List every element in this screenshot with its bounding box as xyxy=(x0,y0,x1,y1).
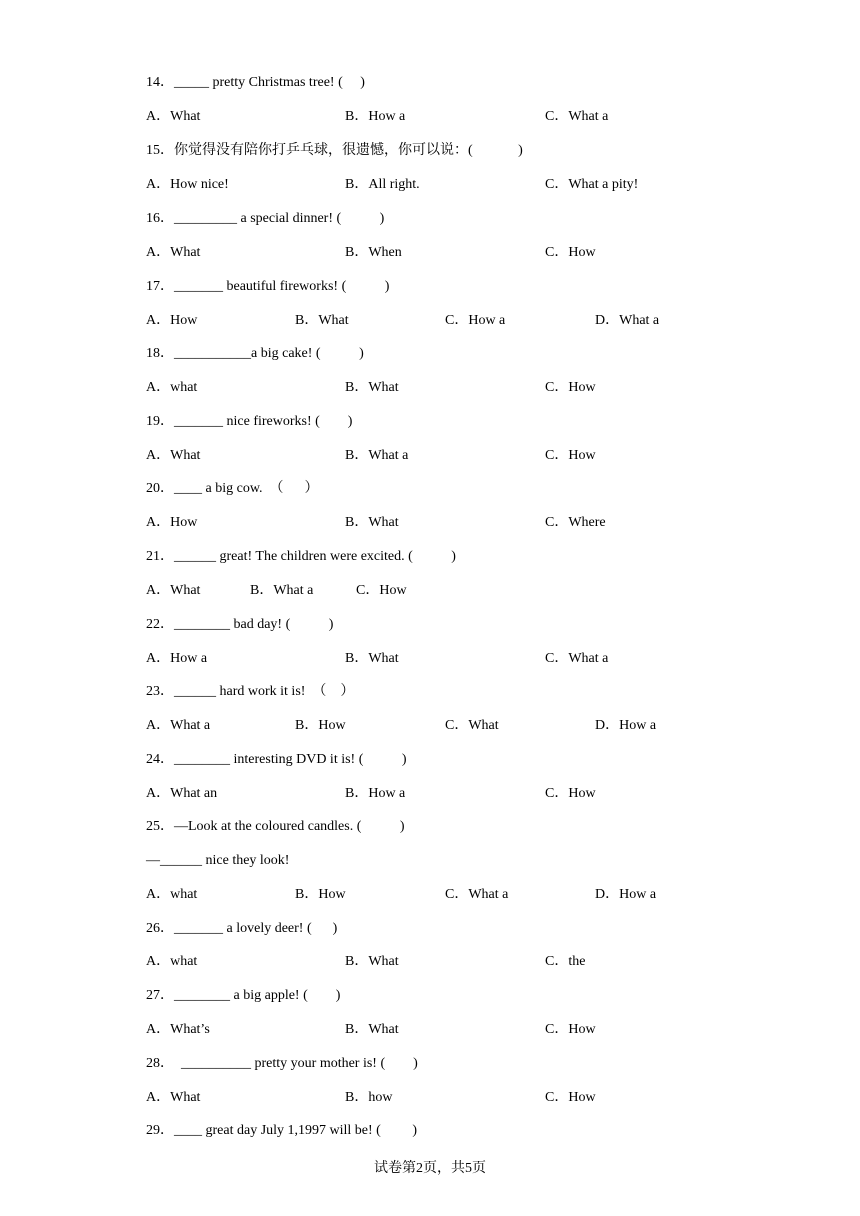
option-b[interactable]: B．What xyxy=(345,515,399,530)
options-26 xyxy=(146,953,706,971)
option-c[interactable]: C．the xyxy=(545,954,586,969)
question-28: 28． __________ pretty your mother is! ( ) xyxy=(146,1056,418,1071)
options-19 xyxy=(146,447,706,465)
question-16: 16．_________ a special dinner! ( ) xyxy=(146,211,385,226)
question-21: 21．______ great! The children were excited. ( ) xyxy=(146,549,456,564)
option-a[interactable]: A．How nice! xyxy=(146,177,229,192)
question-20: 20．____ a big cow. （ ） xyxy=(146,481,319,496)
option-a[interactable]: A．what xyxy=(146,887,198,902)
options-20 xyxy=(146,514,706,532)
option-c[interactable]: C．What a pity! xyxy=(545,177,639,192)
option-d[interactable]: D．How a xyxy=(595,887,657,902)
option-b[interactable]: B．How xyxy=(295,718,346,733)
options-17 xyxy=(146,312,706,330)
option-b[interactable]: B．What xyxy=(345,954,399,969)
options-25 xyxy=(146,886,706,904)
option-c[interactable]: C．What a xyxy=(545,109,609,124)
option-c[interactable]: C．How xyxy=(545,1022,596,1037)
option-b[interactable]: B．When xyxy=(345,245,402,260)
option-b[interactable]: B．What a xyxy=(345,448,409,463)
question-25-reply: —______ nice they look! xyxy=(146,853,290,868)
option-c[interactable]: C．What a xyxy=(545,651,609,666)
option-a[interactable]: A．How xyxy=(146,515,198,530)
option-b[interactable]: B．What xyxy=(345,1022,399,1037)
option-d[interactable]: D．How a xyxy=(595,718,657,733)
option-c[interactable]: C．How xyxy=(545,380,596,395)
question-23: 23．______ hard work it is! （ ） xyxy=(146,684,355,699)
option-b[interactable]: B．How xyxy=(295,887,346,902)
option-c[interactable]: C．How a xyxy=(445,313,506,328)
option-a[interactable]: A．What xyxy=(146,583,201,598)
question-22: 22．________ bad day! ( ) xyxy=(146,617,334,632)
option-a[interactable]: A．what xyxy=(146,380,198,395)
option-c[interactable]: C．What a xyxy=(445,887,509,902)
option-a[interactable]: A．What a xyxy=(146,718,211,733)
option-c[interactable]: C．How xyxy=(545,448,596,463)
options-15 xyxy=(146,176,706,194)
option-b[interactable]: B．What xyxy=(345,651,399,666)
page-footer: 试卷第2页，共5页 xyxy=(374,1161,486,1176)
options-16 xyxy=(146,244,706,262)
options-14 xyxy=(146,108,706,126)
option-b[interactable]: B．All right. xyxy=(345,177,420,192)
question-24: 24．________ interesting DVD it is! ( ) xyxy=(146,752,407,767)
option-c[interactable]: C．What xyxy=(445,718,499,733)
option-b[interactable]: B．What a xyxy=(250,583,314,598)
question-14: 14．_____ pretty Christmas tree! ( ) xyxy=(146,75,365,90)
question-26: 26．_______ a lovely deer! ( ) xyxy=(146,921,338,936)
question-17: 17．_______ beautiful fireworks! ( ) xyxy=(146,279,390,294)
option-b[interactable]: B．How a xyxy=(345,786,406,801)
option-b[interactable]: B．What xyxy=(345,380,399,395)
option-a[interactable]: A．What’s xyxy=(146,1022,210,1037)
option-a[interactable]: A．What xyxy=(146,245,201,260)
options-28 xyxy=(146,1089,706,1107)
option-c[interactable]: C．Where xyxy=(545,515,606,530)
option-a[interactable]: A．How xyxy=(146,313,198,328)
option-a[interactable]: A．what xyxy=(146,954,198,969)
option-a[interactable]: A．How a xyxy=(146,651,208,666)
question-18: 18．___________a big cake! ( ) xyxy=(146,346,364,361)
option-c[interactable]: C．How xyxy=(545,1090,596,1105)
options-18 xyxy=(146,379,706,397)
question-27: 27．________ a big apple! ( ) xyxy=(146,988,341,1003)
option-a[interactable]: A．What xyxy=(146,109,201,124)
options-27 xyxy=(146,1021,706,1039)
option-b[interactable]: B．How a xyxy=(345,109,406,124)
options-22 xyxy=(146,650,706,668)
option-d[interactable]: D．What a xyxy=(595,313,660,328)
options-21 xyxy=(146,582,706,600)
question-15: 15．你觉得没有陪你打乒乓球，很遗憾，你可以说：( ) xyxy=(146,143,523,158)
question-19: 19．_______ nice fireworks! ( ) xyxy=(146,414,353,429)
option-c[interactable]: C．How xyxy=(545,786,596,801)
option-a[interactable]: A．What xyxy=(146,448,201,463)
question-29: 29．____ great day July 1,1997 will be! ( ) xyxy=(146,1123,418,1138)
option-a[interactable]: A．What xyxy=(146,1090,201,1105)
options-23 xyxy=(146,717,706,735)
option-b[interactable]: B．What xyxy=(295,313,349,328)
option-b[interactable]: B．how xyxy=(345,1090,393,1105)
option-c[interactable]: C．How xyxy=(356,583,407,598)
question-25: 25．—Look at the coloured candles. ( ) xyxy=(146,819,405,834)
option-a[interactable]: A．What an xyxy=(146,786,218,801)
option-c[interactable]: C．How xyxy=(545,245,596,260)
options-24 xyxy=(146,785,706,803)
